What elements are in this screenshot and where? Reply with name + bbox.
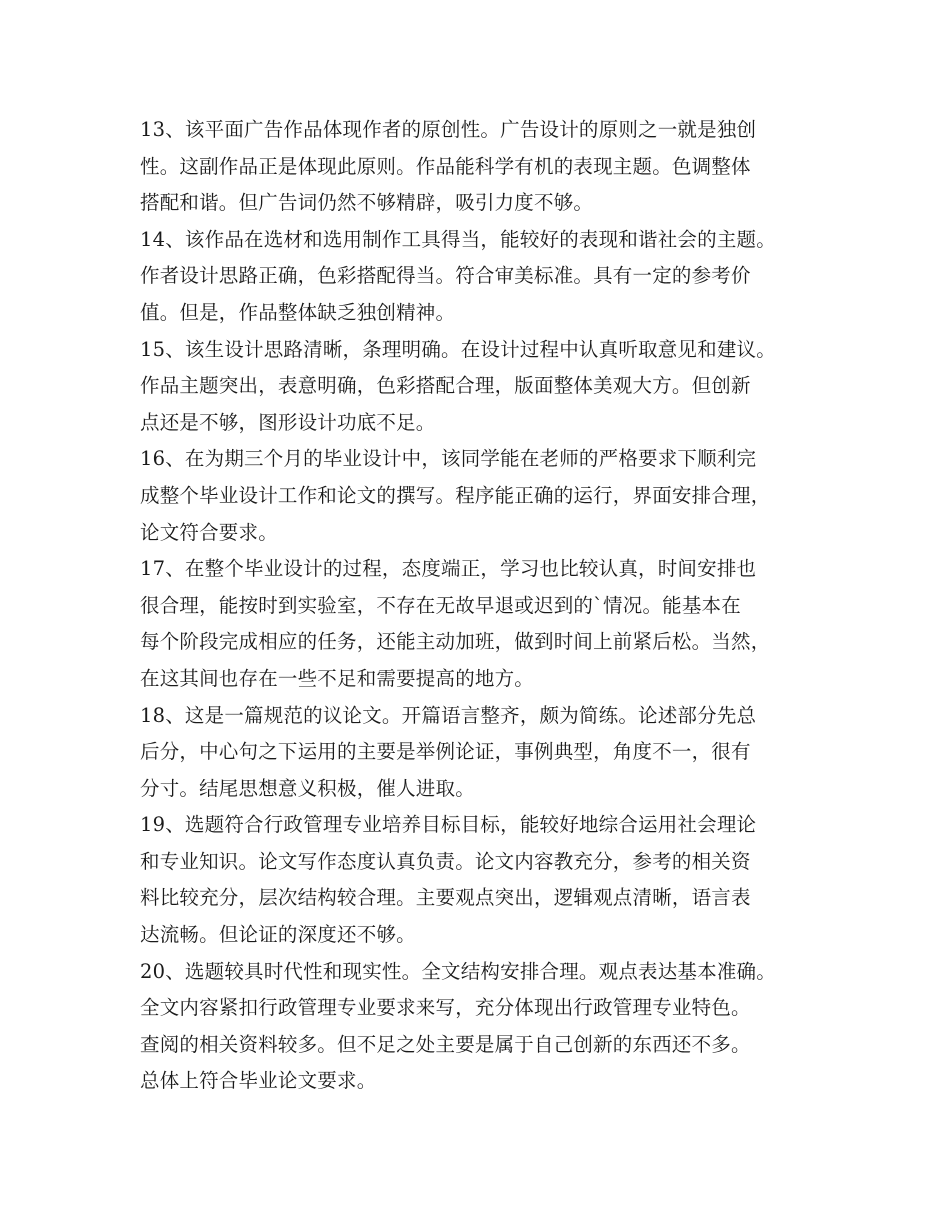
text-line: 达流畅。但论证的深度还不够。 bbox=[140, 923, 416, 947]
text-line: 14、该作品在选材和选用制作工具得当，能较好的表现和谐社会的主题。 bbox=[140, 227, 776, 251]
text-line: 全文内容紧扣行政管理专业要求来写，充分体现出行政管理专业特色。 bbox=[140, 996, 751, 1020]
text-line: 查阅的相关资料较多。但不足之处主要是属于自己创新的东西还不多。 bbox=[140, 1032, 751, 1056]
text-line: 19、选题符合行政管理专业培养目标目标，能较好地综合运用社会理论 bbox=[140, 813, 757, 837]
text-line: 13、该平面广告作品体现作者的原创性。广告设计的原则之一就是独创 bbox=[140, 118, 757, 141]
text-line: 在这其间也存在一些不足和需要提高的地方。 bbox=[140, 666, 535, 690]
text-line: 后分，中心句之下运用的主要是举例论证，事例典型，角度不一，很有 bbox=[140, 740, 751, 764]
text-line: 20、选题较具时代性和现实性。全文结构安排合理。观点表达基本准确。 bbox=[140, 959, 776, 983]
text-line: 作品主题突出，表意明确，色彩搭配合理，版面整体美观大方。但创新 bbox=[140, 374, 751, 398]
text-line: 成整个毕业设计工作和论文的撰写。程序能正确的运行，界面安排合理， bbox=[140, 483, 771, 507]
text-line: 点还是不够，图形设计功底不足。 bbox=[140, 410, 436, 434]
text-line: 和专业知识。论文写作态度认真负责。论文内容教充分，参考的相关资 bbox=[140, 849, 751, 873]
text-line: 值。但是，作品整体缺乏独创精神。 bbox=[140, 300, 456, 324]
text-line: 性。这副作品正是体现此原则。作品能科学有机的表现主题。色调整体 bbox=[140, 154, 751, 178]
text-line: 料比较充分，层次结构较合理。主要观点突出，逻辑观点清晰，语言表 bbox=[140, 886, 751, 910]
text-line: 论文符合要求。 bbox=[140, 520, 278, 544]
text-line: 每个阶段完成相应的任务，还能主动加班，做到时间上前紧后松。当然， bbox=[140, 630, 771, 654]
text-line: 作者设计思路正确，色彩搭配得当。符合审美标准。具有一定的参考价 bbox=[140, 264, 751, 288]
text-line: 分寸。结尾思想意义积极，催人进取。 bbox=[140, 776, 475, 800]
document-body bbox=[140, 112, 840, 1100]
text-line: 17、在整个毕业设计的过程，态度端正，学习也比较认真，时间安排也 bbox=[140, 557, 757, 581]
text-line: 16、在为期三个月的毕业设计中，该同学能在老师的严格要求下顺利完 bbox=[140, 447, 757, 471]
text-line: 总体上符合毕业论文要求。 bbox=[140, 1069, 377, 1093]
text-line: 18、这是一篇规范的议论文。开篇语言整齐，颇为简练。论述部分先总 bbox=[140, 703, 757, 727]
text-line: 15、该生设计思路清晰，条理明确。在设计过程中认真听取意见和建议。 bbox=[140, 337, 776, 361]
text-line: 很合理，能按时到实验室，不存在无故早退或迟到的`情况。能基本在 bbox=[140, 593, 741, 617]
text-line: 搭配和谐。但广告词仍然不够精辟，吸引力度不够。 bbox=[140, 191, 594, 215]
